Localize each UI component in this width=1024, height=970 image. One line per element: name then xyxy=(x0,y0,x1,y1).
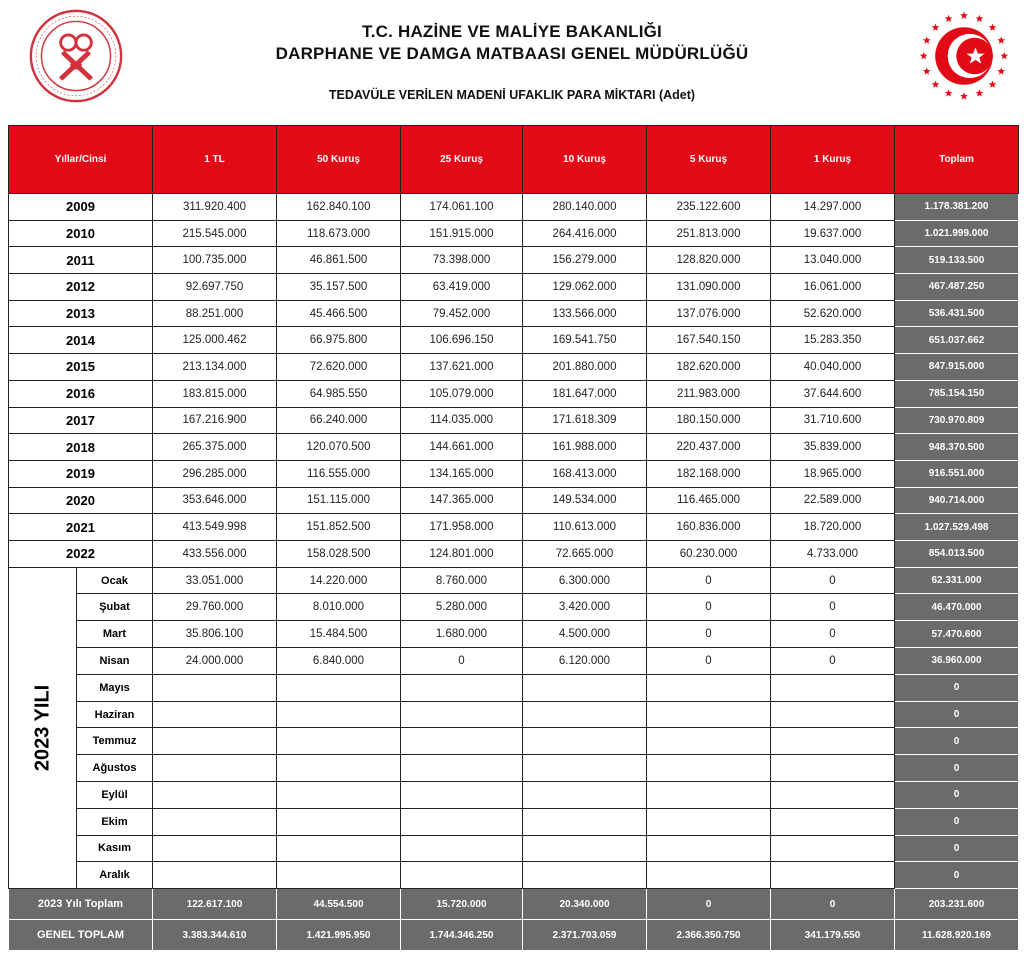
value-cell: 131.090.000 xyxy=(647,274,771,301)
value-cell: 413.549.998 xyxy=(153,514,277,541)
value-cell: 19.637.000 xyxy=(771,220,895,247)
month-label: Mart xyxy=(77,621,153,648)
coin-production-table xyxy=(8,125,1019,951)
value-cell xyxy=(401,835,523,862)
month-label: Ağustos xyxy=(77,755,153,782)
value-cell: 183.815.000 xyxy=(153,380,277,407)
value-cell xyxy=(647,701,771,728)
row-total: 519.133.500 xyxy=(895,247,1019,274)
table-row xyxy=(9,728,1019,755)
table-row xyxy=(9,487,1019,514)
value-cell: 46.861.500 xyxy=(277,247,401,274)
value-cell: 40.040.000 xyxy=(771,354,895,381)
table-row xyxy=(9,194,1019,221)
total-value-cell: 0 xyxy=(647,889,771,920)
value-cell: 167.216.900 xyxy=(153,407,277,434)
table-row xyxy=(9,514,1019,541)
year-2023-cell xyxy=(9,567,77,889)
value-cell: 264.416.000 xyxy=(523,220,647,247)
value-cell: 167.540.150 xyxy=(647,327,771,354)
value-cell xyxy=(153,782,277,809)
value-cell: 22.589.000 xyxy=(771,487,895,514)
value-cell: 66.975.800 xyxy=(277,327,401,354)
year-label: 2011 xyxy=(9,247,153,274)
row-total: 940.714.000 xyxy=(895,487,1019,514)
value-cell: 433.556.000 xyxy=(153,540,277,567)
table-row xyxy=(9,835,1019,862)
month-label: Temmuz xyxy=(77,728,153,755)
row-total: 467.487.250 xyxy=(895,274,1019,301)
value-cell xyxy=(153,755,277,782)
total-value-cell: 0 xyxy=(771,889,895,920)
value-cell: 16.061.000 xyxy=(771,274,895,301)
value-cell xyxy=(277,701,401,728)
table-row xyxy=(9,540,1019,567)
value-cell xyxy=(523,835,647,862)
value-cell: 15.283.350 xyxy=(771,327,895,354)
table-row xyxy=(9,327,1019,354)
value-cell: 220.437.000 xyxy=(647,434,771,461)
value-cell: 31.710.600 xyxy=(771,407,895,434)
row-total: 1.178.381.200 xyxy=(895,194,1019,221)
value-cell xyxy=(523,755,647,782)
value-cell: 110.613.000 xyxy=(523,514,647,541)
value-cell: 161.988.000 xyxy=(523,434,647,461)
table-row xyxy=(9,567,1019,594)
value-cell: 4.500.000 xyxy=(523,621,647,648)
value-cell: 174.061.100 xyxy=(401,194,523,221)
value-cell: 6.120.000 xyxy=(523,648,647,675)
table-row xyxy=(9,300,1019,327)
value-cell: 137.076.000 xyxy=(647,300,771,327)
total-value-cell: 3.383.344.610 xyxy=(153,920,277,951)
value-cell: 35.839.000 xyxy=(771,434,895,461)
value-cell: 106.696.150 xyxy=(401,327,523,354)
table-row xyxy=(9,274,1019,301)
value-cell xyxy=(771,808,895,835)
table-row xyxy=(9,674,1019,701)
value-cell xyxy=(153,728,277,755)
header-50kurus: 50 Kuruş xyxy=(277,126,401,194)
directorate-title: DARPHANE VE DAMGA MATBAASI GENEL MÜDÜRLÜĞÜ xyxy=(275,44,749,63)
grand-total-cell: 11.628.920.169 xyxy=(895,920,1019,951)
value-cell: 18.965.000 xyxy=(771,460,895,487)
value-cell: 182.168.000 xyxy=(647,460,771,487)
value-cell: 120.070.500 xyxy=(277,434,401,461)
value-cell: 118.673.000 xyxy=(277,220,401,247)
value-cell: 168.413.000 xyxy=(523,460,647,487)
ministry-title: T.C. HAZİNE VE MALİYE BAKANLIĞI xyxy=(362,22,662,41)
total-value-cell: 341.179.550 xyxy=(771,920,895,951)
value-cell xyxy=(277,835,401,862)
table-row xyxy=(9,354,1019,381)
value-cell: 213.134.000 xyxy=(153,354,277,381)
value-cell: 0 xyxy=(771,621,895,648)
value-cell: 63.419.000 xyxy=(401,274,523,301)
value-cell xyxy=(647,835,771,862)
row-total: 785.154.150 xyxy=(895,380,1019,407)
value-cell: 0 xyxy=(771,567,895,594)
total-value-cell: 122.617.100 xyxy=(153,889,277,920)
value-cell: 29.760.000 xyxy=(153,594,277,621)
value-cell: 15.484.500 xyxy=(277,621,401,648)
value-cell: 251.813.000 xyxy=(647,220,771,247)
total-value-cell: 1.421.995.950 xyxy=(277,920,401,951)
month-label: Şubat xyxy=(77,594,153,621)
value-cell: 151.915.000 xyxy=(401,220,523,247)
row-total: 854.013.500 xyxy=(895,540,1019,567)
ministry-emblem-icon xyxy=(916,8,1012,104)
row-total: 0 xyxy=(895,862,1019,889)
value-cell: 18.720.000 xyxy=(771,514,895,541)
value-cell: 37.644.600 xyxy=(771,380,895,407)
value-cell xyxy=(277,755,401,782)
value-cell xyxy=(523,782,647,809)
value-cell: 105.079.000 xyxy=(401,380,523,407)
value-cell: 171.618.309 xyxy=(523,407,647,434)
page-header xyxy=(0,0,1024,122)
value-cell xyxy=(401,782,523,809)
row-total: 847.915.000 xyxy=(895,354,1019,381)
value-cell: 0 xyxy=(647,594,771,621)
value-cell: 100.735.000 xyxy=(153,247,277,274)
value-cell: 6.840.000 xyxy=(277,648,401,675)
value-cell xyxy=(647,782,771,809)
row-total: 1.021.999.000 xyxy=(895,220,1019,247)
darphane-seal-icon xyxy=(28,8,124,104)
value-cell: 24.000.000 xyxy=(153,648,277,675)
row-total: 36.960.000 xyxy=(895,648,1019,675)
table-row xyxy=(9,247,1019,274)
year-label: 2009 xyxy=(9,194,153,221)
month-label: Eylül xyxy=(77,782,153,809)
row-total: 57.470.600 xyxy=(895,621,1019,648)
value-cell: 114.035.000 xyxy=(401,407,523,434)
year-label: 2015 xyxy=(9,354,153,381)
value-cell: 182.620.000 xyxy=(647,354,771,381)
value-cell: 4.733.000 xyxy=(771,540,895,567)
value-cell: 0 xyxy=(647,567,771,594)
value-cell xyxy=(153,835,277,862)
value-cell: 35.806.100 xyxy=(153,621,277,648)
value-cell: 79.452.000 xyxy=(401,300,523,327)
header-total: Toplam xyxy=(895,126,1019,194)
table-row xyxy=(9,380,1019,407)
year-label: 2013 xyxy=(9,300,153,327)
year-label: 2016 xyxy=(9,380,153,407)
total-value-cell: 15.720.000 xyxy=(401,889,523,920)
value-cell: 133.566.000 xyxy=(523,300,647,327)
month-label: Nisan xyxy=(77,648,153,675)
value-cell: 72.620.000 xyxy=(277,354,401,381)
value-cell: 265.375.000 xyxy=(153,434,277,461)
value-cell xyxy=(153,674,277,701)
value-cell: 66.240.000 xyxy=(277,407,401,434)
value-cell xyxy=(771,862,895,889)
total-value-cell: 2.366.350.750 xyxy=(647,920,771,951)
month-label: Kasım xyxy=(77,835,153,862)
value-cell xyxy=(277,728,401,755)
row-total: 0 xyxy=(895,701,1019,728)
value-cell: 52.620.000 xyxy=(771,300,895,327)
value-cell xyxy=(401,701,523,728)
value-cell: 235.122.600 xyxy=(647,194,771,221)
value-cell xyxy=(523,701,647,728)
value-cell: 151.115.000 xyxy=(277,487,401,514)
row-total: 46.470.000 xyxy=(895,594,1019,621)
value-cell xyxy=(771,701,895,728)
value-cell: 311.920.400 xyxy=(153,194,277,221)
month-label: Haziran xyxy=(77,701,153,728)
value-cell: 128.820.000 xyxy=(647,247,771,274)
table-row xyxy=(9,594,1019,621)
total-value-cell: 20.340.000 xyxy=(523,889,647,920)
value-cell: 162.840.100 xyxy=(277,194,401,221)
row-total: 0 xyxy=(895,808,1019,835)
value-cell: 124.801.000 xyxy=(401,540,523,567)
value-cell xyxy=(153,808,277,835)
year-label: 2022 xyxy=(9,540,153,567)
value-cell: 149.534.000 xyxy=(523,487,647,514)
month-label: Ekim xyxy=(77,808,153,835)
value-cell: 5.280.000 xyxy=(401,594,523,621)
row-total: 916.551.000 xyxy=(895,460,1019,487)
value-cell xyxy=(153,862,277,889)
value-cell: 353.646.000 xyxy=(153,487,277,514)
row-total: 0 xyxy=(895,728,1019,755)
value-cell: 33.051.000 xyxy=(153,567,277,594)
value-cell: 180.150.000 xyxy=(647,407,771,434)
value-cell: 296.285.000 xyxy=(153,460,277,487)
value-cell xyxy=(647,755,771,782)
value-cell xyxy=(647,728,771,755)
value-cell xyxy=(771,728,895,755)
value-cell: 0 xyxy=(401,648,523,675)
value-cell xyxy=(523,674,647,701)
value-cell: 147.365.000 xyxy=(401,487,523,514)
value-cell: 160.836.000 xyxy=(647,514,771,541)
row-total: 0 xyxy=(895,835,1019,862)
table-row xyxy=(9,755,1019,782)
row-total: 651.037.662 xyxy=(895,327,1019,354)
header-25kurus: 25 Kuruş xyxy=(401,126,523,194)
row-total: 948.370.500 xyxy=(895,434,1019,461)
value-cell xyxy=(153,701,277,728)
value-cell: 137.621.000 xyxy=(401,354,523,381)
header-years: Yıllar/Cinsi xyxy=(9,126,153,194)
header-5kurus: 5 Kuruş xyxy=(647,126,771,194)
table-row xyxy=(9,782,1019,809)
value-cell: 8.760.000 xyxy=(401,567,523,594)
value-cell: 45.466.500 xyxy=(277,300,401,327)
year-2023-total-row xyxy=(9,889,1019,920)
value-cell: 134.165.000 xyxy=(401,460,523,487)
row-total: 0 xyxy=(895,782,1019,809)
year-label: 2019 xyxy=(9,460,153,487)
value-cell: 211.983.000 xyxy=(647,380,771,407)
value-cell xyxy=(277,808,401,835)
value-cell: 158.028.500 xyxy=(277,540,401,567)
value-cell xyxy=(771,674,895,701)
value-cell: 73.398.000 xyxy=(401,247,523,274)
value-cell: 1.680.000 xyxy=(401,621,523,648)
value-cell xyxy=(647,674,771,701)
value-cell: 0 xyxy=(771,594,895,621)
total-label: 2023 Yılı Toplam xyxy=(9,889,153,920)
value-cell: 35.157.500 xyxy=(277,274,401,301)
value-cell: 0 xyxy=(647,648,771,675)
total-value-cell: 44.554.500 xyxy=(277,889,401,920)
table-row xyxy=(9,808,1019,835)
value-cell: 280.140.000 xyxy=(523,194,647,221)
row-total: 536.431.500 xyxy=(895,300,1019,327)
row-total: 0 xyxy=(895,755,1019,782)
value-cell xyxy=(523,728,647,755)
value-cell xyxy=(277,862,401,889)
value-cell xyxy=(647,862,771,889)
value-cell xyxy=(277,674,401,701)
grand-total-cell: 203.231.600 xyxy=(895,889,1019,920)
value-cell: 169.541.750 xyxy=(523,327,647,354)
value-cell: 0 xyxy=(647,621,771,648)
value-cell xyxy=(401,808,523,835)
value-cell: 0 xyxy=(771,648,895,675)
header-row xyxy=(9,126,1019,194)
year-label: 2020 xyxy=(9,487,153,514)
value-cell: 13.040.000 xyxy=(771,247,895,274)
header-10kurus: 10 Kuruş xyxy=(523,126,647,194)
value-cell: 64.985.550 xyxy=(277,380,401,407)
table-title: TEDAVÜLE VERİLEN MADENİ UFAKLIK PARA MİKTARI (Adet) xyxy=(328,88,696,102)
year-2023-label: 2023 YILI xyxy=(31,684,53,772)
total-value-cell: 2.371.703.059 xyxy=(523,920,647,951)
value-cell xyxy=(647,808,771,835)
value-cell: 88.251.000 xyxy=(153,300,277,327)
value-cell: 116.465.000 xyxy=(647,487,771,514)
grand-total-row xyxy=(9,920,1019,951)
value-cell: 151.852.500 xyxy=(277,514,401,541)
value-cell: 171.958.000 xyxy=(401,514,523,541)
total-label: GENEL TOPLAM xyxy=(9,920,153,951)
value-cell: 14.297.000 xyxy=(771,194,895,221)
year-label: 2017 xyxy=(9,407,153,434)
value-cell: 14.220.000 xyxy=(277,567,401,594)
row-total: 1.027.529.498 xyxy=(895,514,1019,541)
value-cell xyxy=(277,782,401,809)
year-label: 2018 xyxy=(9,434,153,461)
value-cell: 156.279.000 xyxy=(523,247,647,274)
header-1tl: 1 TL xyxy=(153,126,277,194)
year-label: 2014 xyxy=(9,327,153,354)
row-total: 730.970.809 xyxy=(895,407,1019,434)
value-cell: 129.062.000 xyxy=(523,274,647,301)
value-cell xyxy=(401,728,523,755)
value-cell: 125.000.462 xyxy=(153,327,277,354)
value-cell: 116.555.000 xyxy=(277,460,401,487)
value-cell xyxy=(523,862,647,889)
value-cell: 8.010.000 xyxy=(277,594,401,621)
row-total: 0 xyxy=(895,674,1019,701)
table-row xyxy=(9,407,1019,434)
value-cell: 144.661.000 xyxy=(401,434,523,461)
value-cell: 201.880.000 xyxy=(523,354,647,381)
month-label: Ocak xyxy=(77,567,153,594)
value-cell xyxy=(401,674,523,701)
value-cell xyxy=(771,755,895,782)
total-value-cell: 1.744.346.250 xyxy=(401,920,523,951)
value-cell: 181.647.000 xyxy=(523,380,647,407)
value-cell: 60.230.000 xyxy=(647,540,771,567)
value-cell: 92.697.750 xyxy=(153,274,277,301)
value-cell xyxy=(771,782,895,809)
year-label: 2010 xyxy=(9,220,153,247)
value-cell: 3.420.000 xyxy=(523,594,647,621)
table-row xyxy=(9,434,1019,461)
value-cell xyxy=(401,862,523,889)
row-total: 62.331.000 xyxy=(895,567,1019,594)
table-row xyxy=(9,621,1019,648)
value-cell xyxy=(523,808,647,835)
table-row xyxy=(9,220,1019,247)
year-label: 2021 xyxy=(9,514,153,541)
table-row xyxy=(9,460,1019,487)
header-1kurus: 1 Kuruş xyxy=(771,126,895,194)
value-cell: 72.665.000 xyxy=(523,540,647,567)
month-label: Mayıs xyxy=(77,674,153,701)
value-cell: 6.300.000 xyxy=(523,567,647,594)
table-row xyxy=(9,648,1019,675)
month-label: Aralık xyxy=(77,862,153,889)
table-row xyxy=(9,701,1019,728)
year-label: 2012 xyxy=(9,274,153,301)
value-cell xyxy=(401,755,523,782)
table-row xyxy=(9,862,1019,889)
value-cell: 215.545.000 xyxy=(153,220,277,247)
value-cell xyxy=(771,835,895,862)
